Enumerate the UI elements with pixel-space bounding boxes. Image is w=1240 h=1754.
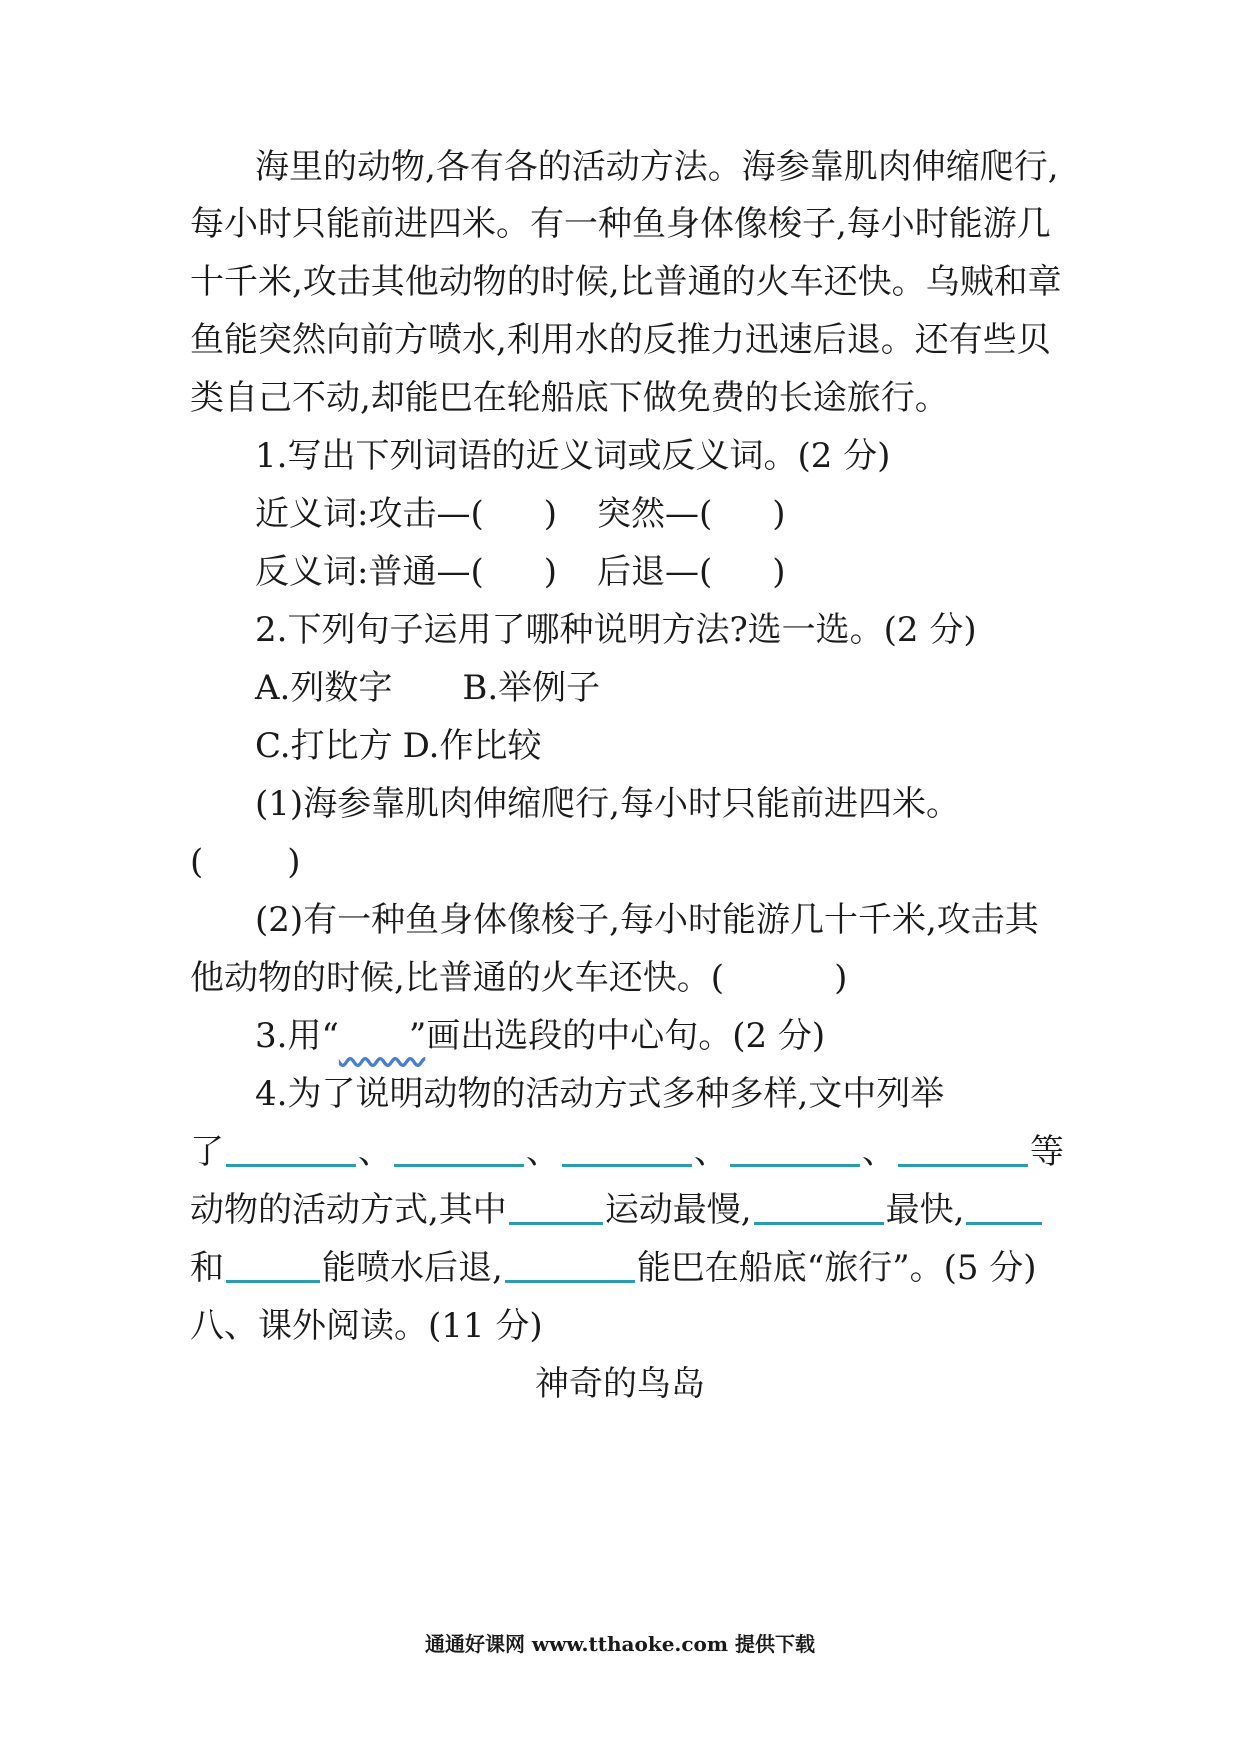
q1-ant-label: 反义词:普通—( — [255, 552, 484, 592]
q3-prefix: 3.用“ — [255, 1016, 339, 1056]
footer-watermark: 通通好课网 www.tthaoke.com 提供下载 — [424, 1632, 816, 1656]
q1-stem: 1.写出下列词语的近义词或反义词。(2 分) — [255, 436, 891, 476]
q4-blank-slowest[interactable] — [509, 1192, 603, 1225]
q1-syn-close-1: ) — [543, 494, 557, 534]
q2-option-a: A.列数字 — [255, 668, 393, 708]
q2-options-ab — [255, 668, 1070, 708]
q1-ant-word2: 后退—( — [597, 552, 713, 592]
q4-sep-2: 、 — [526, 1132, 560, 1172]
passage-line-1: 海里的动物,各有各的活动方法。海参靠肌肉伸缩爬行, — [255, 147, 1059, 187]
q4-blank-3[interactable] — [562, 1134, 692, 1167]
q4-l3b: 运动最慢, — [604, 1190, 752, 1230]
q1-syn-word2: 突然—( — [597, 494, 713, 534]
q4-sep-3: 、 — [694, 1132, 728, 1172]
q4-sep-4: 、 — [862, 1132, 896, 1172]
q4-blank-4[interactable] — [730, 1134, 860, 1167]
q2-s2-text: 他动物的时候,比普通的火车还快。( — [190, 958, 725, 998]
q4-l4c: 能巴在船底“旅行”。(5 分) — [636, 1248, 1037, 1288]
q3-stem — [255, 1016, 1070, 1060]
q4-he: 和 — [190, 1248, 224, 1288]
q1-syn-label: 近义词:攻击—( — [255, 494, 484, 534]
q2-options-cd — [255, 726, 1070, 766]
q4-stem: 4.为了说明动物的活动方式多种多样,文中列举 — [255, 1074, 945, 1114]
q4-blank-squirt-1[interactable] — [966, 1192, 1042, 1225]
q4-l3c: 最快, — [885, 1190, 965, 1230]
q4-blank-fastest[interactable] — [754, 1192, 884, 1225]
q4-blank-5[interactable] — [898, 1134, 1028, 1167]
q2-option-c: C.打比方 — [255, 726, 393, 766]
passage-line-3: 十千米,攻击其他动物的时候,比普通的火车还快。乌贼和章 — [190, 262, 1062, 302]
q2-s1-paren-close: ) — [287, 842, 301, 882]
q4-blank-shell[interactable] — [505, 1250, 635, 1283]
q1-ant-close-2: ) — [772, 552, 786, 592]
wavy-underline-mark: ​ — [338, 1020, 426, 1060]
q4-blanks-row-1 — [190, 1132, 1070, 1172]
q2-sentence-2-line-2 — [190, 958, 1070, 998]
passage-line-5: 类自己不动,却能巴在轮船底下做免费的长途旅行。 — [190, 378, 949, 418]
q4-deng: 等 — [1030, 1132, 1064, 1172]
q4-le: 了 — [190, 1132, 224, 1172]
q4-sep-1: 、 — [358, 1132, 392, 1172]
q2-sentence-2-line-1: (2)有一种鱼身体像梭子,每小时能游几十千米,攻击其 — [255, 900, 1039, 940]
passage-line-4: 鱼能突然向前方喷水,利用水的反推力迅速后退。还有些贝 — [190, 320, 1051, 360]
q4-blank-squirt-2[interactable] — [226, 1250, 320, 1283]
section-8-heading: 八、课外阅读。(11 分) — [190, 1306, 543, 1346]
passage-line-2: 每小时只能前进四米。有一种鱼身体像梭子,每小时能游几 — [190, 204, 1051, 244]
q4-blank-1[interactable] — [226, 1134, 356, 1167]
q1-syn-close-2: ) — [772, 494, 786, 534]
q2-option-b: B.举例子 — [462, 668, 601, 708]
q1-antonyms — [255, 552, 1070, 592]
q2-stem: 2.下列句子运用了哪种说明方法?选一选。(2 分) — [255, 610, 977, 650]
q2-s2-paren-close: ) — [834, 958, 848, 998]
q1-ant-close-1: ) — [543, 552, 557, 592]
q4-blanks-row-3 — [190, 1248, 1070, 1288]
q4-l4b: 能喷水后退, — [322, 1248, 503, 1288]
q4-blanks-row-2 — [190, 1190, 1070, 1230]
q4-l3a: 动物的活动方式,其中 — [190, 1190, 507, 1230]
q2-s1-paren-open: ( — [190, 842, 204, 882]
q4-blank-2[interactable] — [394, 1134, 524, 1167]
story-title: 神奇的鸟岛 — [535, 1364, 705, 1404]
q2-sentence-1-answer — [190, 842, 1070, 882]
q2-sentence-1: (1)海参靠肌肉伸缩爬行,每小时只能前进四米。 — [255, 784, 960, 824]
q3-suffix: ”画出选段的中心句。(2 分) — [408, 1016, 826, 1056]
q1-synonyms — [255, 494, 1070, 534]
q2-option-d: D.作比较 — [402, 726, 542, 766]
